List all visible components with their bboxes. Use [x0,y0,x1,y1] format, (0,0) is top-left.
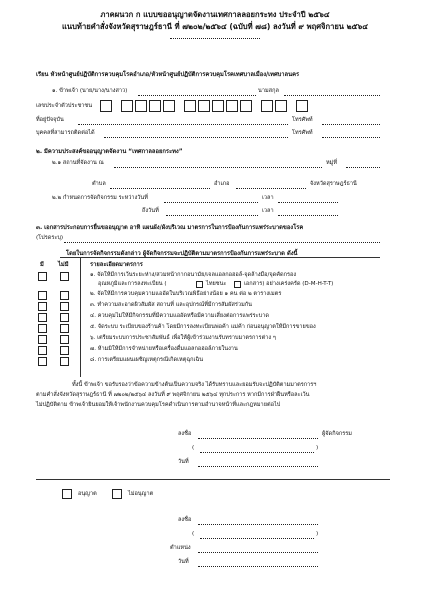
approver-name-open: ( [192,531,195,537]
address-field[interactable] [78,124,288,125]
address-label: ที่อยู่ปัจจุบัน [36,117,64,123]
approver-signature-field[interactable] [198,524,318,525]
item7-text: ๗. ห้ามมิให้มีการจำหน่ายหรือเครื่องดื่มแอลกอฮอล์ภายในงาน [90,346,238,352]
approver-sign-label: ลงชื่อ [178,517,192,523]
province-label: จังหวัดสุราษฎร์ธานี [310,181,357,187]
certification-line2: ตามคำสั่งจังหวัดสุราษฎร์ธานี ที่ ๗๒๐๒/๒๕๖๔ ลงวันที่ ๙ พฤศจิกายน ๒๕๖๔ ทุกประการ หากมีการฝ่าฝืนหรือละเว้น [36,392,310,398]
applicant-date-label: วันที่ [178,459,189,465]
item3-no-checkbox[interactable] [60,302,69,311]
documents-field[interactable] [64,242,380,243]
item7-yes-checkbox[interactable] [38,346,47,355]
item2-text: ๒. จัดให้มีการควบคุมความแออัดในบริเวณพิธีอย่างน้อย ๑ คน ต่อ ๒ ตารางเมตร [90,291,282,297]
addressee: เรียน หัวหน้าศูนย์ปฏิบัติการควบคุมโรคอำเภอ/หัวหน้าศูนย์ปฏิบัติการควบคุมโรคเทศบาลเมือง/เทศบาลนคร [36,72,300,78]
item6-no-checkbox[interactable] [60,335,69,344]
item1-yes-checkbox[interactable] [38,272,47,281]
form-title: ภาคผนวก ก แบบขออนุญาตจัดงานเทศกาลลอยกระทง ประจำปี ๒๕๖๔ [100,10,330,19]
applicant-sign-label: ลงชื่อ [178,431,192,437]
item6-yes-checkbox[interactable] [38,335,47,344]
end-time-label: เวลา [262,208,274,214]
id-number-label: เลขประจำตัวประชาชน [36,103,93,109]
end-date-field[interactable] [166,215,258,216]
thaichana-checkbox[interactable] [196,281,203,288]
surname-label: นามสกุล [258,88,279,94]
checklist-title: โดยในการจัดกิจกรรมดังกล่าว ผู้จัดกิจกรรมจะปฏิบัติตามมาตรการป้องกันการแพร่ระบาด ดังนี้ [66,251,298,257]
item8-text: ๘. การเตรียมแผนเผชิญเหตุกรณีเกิดเหตุฉุกเฉิน [90,357,204,363]
item1-no-checkbox[interactable] [60,272,69,281]
item1-text-end: เอกสาร) อย่างเคร่งครัด (D-M-H-T-T) [244,281,334,287]
id-digit-box[interactable] [184,100,196,112]
tambon-field[interactable] [110,188,210,189]
table-top-border [60,257,380,258]
id-digit-box[interactable] [163,100,175,112]
start-time-field[interactable] [278,202,338,203]
table-column-divider [80,257,81,377]
item1-text-cont: อุณหภูมิและการลงทะเบียน ( [98,281,167,287]
period-label: ๒.๒ กำหนดการจัดกิจกรรม ระหว่างวันที่ [52,195,148,201]
amphoe-label: อำเภอ [214,181,230,187]
applicant-name-close: ) [316,445,319,451]
amphoe-field[interactable] [236,188,306,189]
surname-field[interactable] [284,95,380,96]
section2-title: ๒. มีความประสงค์ขออนุญาตจัดงาน “เทศกาลลอยกระทง” [36,149,183,155]
id-digit-box[interactable] [275,100,287,112]
item4-no-checkbox[interactable] [60,313,69,322]
section3-title: ๓. เอกสารประกอบการยื่นขออนุญาต อาทิ แผนผัง/ผังบริเวณ มาตรการในการป้องกันการแพร่ระบาดของโรค [36,225,304,231]
item3-yes-checkbox[interactable] [38,302,47,311]
form-subtitle: แนบท้ายคำสั่งจังหวัดสุราษฎร์ธานี ที่ ๗๒๐๒/๒๕๖๔ (ฉบับที่ ๗๘) ลงวันที่ ๙ พฤศจิกายน ๒๕๖๔ [62,22,368,31]
item3-text: ๓. ทำความสะอาดผิวสัมผัส สถานที่ และอุปกรณ์ที่มีการสัมผัสร่วมกัน [90,302,252,308]
item4-yes-checkbox[interactable] [38,313,47,322]
item5-yes-checkbox[interactable] [38,324,47,333]
id-digit-box[interactable] [212,100,224,112]
moo-label: หมู่ที่ [326,160,338,166]
approver-name-field[interactable] [200,538,314,539]
approver-name-close: ) [316,531,319,537]
contact-person-label: บุคคลที่สามารถติดต่อได้ [36,130,95,136]
end-time-field[interactable] [278,215,338,216]
approve-label: อนุญาต [78,491,97,497]
venue-label: ๒.๑ สถานที่จัดงาน ณ [52,160,104,166]
venue-field[interactable] [114,167,322,168]
applicant-name-open: ( [192,445,195,451]
deny-checkbox[interactable] [112,489,122,499]
approver-date-label: วันที่ [178,559,189,565]
item7-no-checkbox[interactable] [60,346,69,355]
col-no-header: ไม่มี [58,262,69,268]
tambon-label: ตำบล [92,181,106,187]
end-date-label: ถึงวันที่ [142,208,159,214]
applicant-role-label: ผู้จัดกิจกรรม [322,431,352,437]
item2-yes-checkbox[interactable] [38,291,47,300]
item6-text: ๖. เตรียมระบบการประชาสัมพันธ์ เพื่อให้ผู้เข้าร่วมงานรับทราบมาตรการต่าง ๆ [90,335,276,341]
section-separator [36,479,390,480]
applicant-signature-field[interactable] [198,438,318,439]
item5-text: ๕. จัดระบบ ระเบียบของร้านค้า โดยมีการลงทะเบียนพ่อค้า แม่ค้า ก่อนอนุญาตให้มีการขายของ [90,324,316,330]
phone-label: โทรศัพท์ [292,117,313,123]
start-date-field[interactable] [164,202,258,203]
id-digit-box[interactable] [240,100,252,112]
item4-text: ๔. ควบคุมไม่ให้มีกิจกรรมที่มีความแออัดหรือมีความเสี่ยงต่อการแพร่ระบาด [90,313,269,319]
certification-line3: ไม่ปฏิบัติตาม ข้าพเจ้ายินยอมให้เจ้าพนักงานควบคุมโรคดำเนินการตามอำนาจหน้าที่และกฎหมายต่อไป [36,402,281,408]
item1-text: ๑. จัดให้มีการเว้นระยะห่าง/สวมหน้ากากอนามัย/เจลแอลกอฮอล์-จุดล้างมือ/จุดคัดกรอง [90,272,297,278]
contact-phone-label: โทรศัพท์ [292,130,313,136]
id-digit-box[interactable] [121,100,133,112]
item5-no-checkbox[interactable] [60,324,69,333]
id-digit-box[interactable] [135,100,147,112]
id-digit-box[interactable] [261,100,273,112]
name-field[interactable] [138,95,256,96]
start-time-label: เวลา [262,195,274,201]
applicant-name-field[interactable] [200,452,314,453]
section3-subtitle: (โปรดระบุ) [36,235,64,241]
approver-position-field[interactable] [198,552,318,553]
document-checkbox[interactable] [234,281,241,288]
thaichana-label: ไทยชนะ [206,281,227,287]
name-label: ๑. ข้าพเจ้า (นาย/นาง/นางสาว) [52,88,128,94]
id-digit-box[interactable] [149,100,161,112]
approver-date-field[interactable] [198,566,318,567]
col-detail-header: รายละเอียดมาตรการ [90,262,143,268]
deny-label: ไม่อนุญาต [128,491,154,497]
item8-no-checkbox[interactable] [60,357,69,366]
id-digit-box[interactable] [198,100,210,112]
col-yes-header: มี [40,262,44,268]
approver-position-label: ตำแหน่ง [170,545,191,551]
header-divider [170,38,260,39]
item8-yes-checkbox[interactable] [38,357,47,366]
approve-checkbox[interactable] [62,489,72,499]
contact-phone-field[interactable] [322,137,380,138]
moo-field[interactable] [346,167,380,168]
contact-person-field[interactable] [104,137,288,138]
applicant-date-field[interactable] [198,466,318,467]
certification-line1: ทั้งนี้ ข้าพเจ้า ขอรับรองว่าข้อความข้างต้นเป็นความจริง ได้รับทราบและยอมรับจะปฏิบัติตามมาตรการฯ [72,382,317,388]
phone-field[interactable] [322,124,380,125]
id-digit-box[interactable] [226,100,238,112]
id-digit-box[interactable] [296,100,308,112]
id-digit-box[interactable] [100,100,112,112]
item2-no-checkbox[interactable] [60,291,69,300]
